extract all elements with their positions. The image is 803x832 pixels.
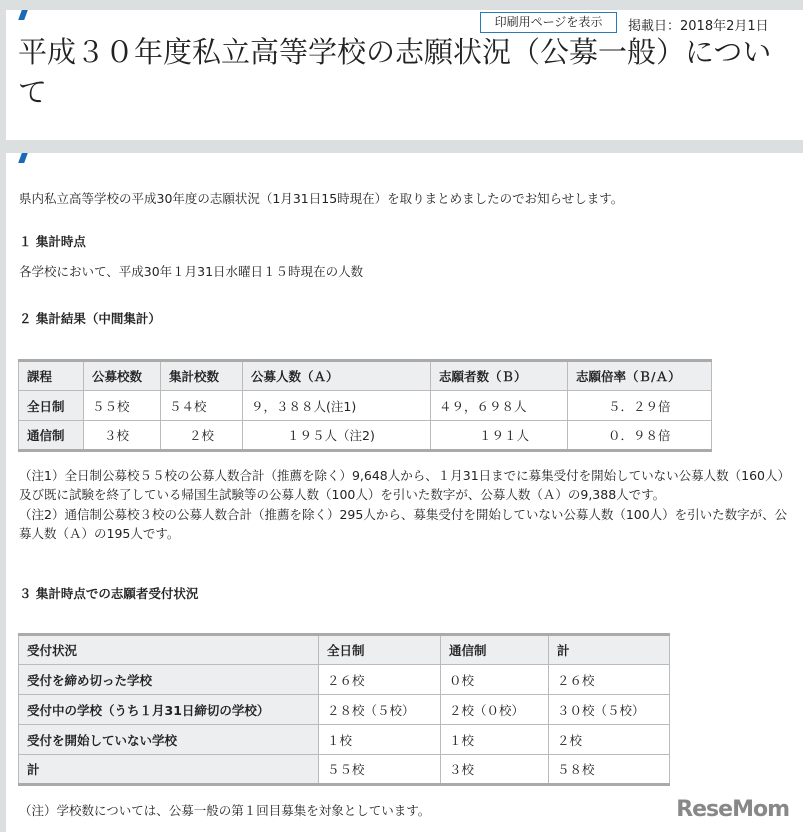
cell: １９５人（注2) (243, 421, 431, 451)
cell: ３校 (441, 755, 549, 785)
cell: ４９，６９８人 (431, 391, 568, 421)
cell: ９，３８８人(注1) (243, 391, 431, 421)
table-row (19, 665, 670, 695)
section1-heading: １ 集計時点 (19, 234, 86, 249)
col-header: 志願者数（Ｂ） (431, 361, 568, 391)
cell: ５５校 (319, 755, 441, 785)
col-header: 受付状況 (19, 635, 319, 665)
cell: ２校 (161, 421, 243, 451)
col-header: 課程 (19, 361, 84, 391)
table-row (19, 725, 670, 755)
cell: ５．２９倍 (568, 391, 712, 421)
cell: 計 (19, 755, 319, 785)
cell: ５４校 (161, 391, 243, 421)
col-header: 集計校数 (161, 361, 243, 391)
post-date: 掲載日：2018年2月1日 (628, 19, 769, 34)
cell: 受付中の学校（うち１月31日締切の学校） (19, 695, 319, 725)
note-1: （注1）全日制公募校５５校の公募人数合計（推薦を除く）9,648人から、１月31日までに募集受付を開始していない公募人数（160人）及び既に試験を終了している帰国生試験等の公募人数（100人）を引いた数字が、公募人数（Ａ）の9,388人です。 (19, 468, 791, 502)
accent-mark (18, 153, 28, 163)
col-header: 計 (549, 635, 670, 665)
note-3: （注）学校数については、公募一般の第１回目募集を対象としています。 (19, 803, 431, 818)
intro-text: 県内私立高等学校の平成30年度の志願状況（1月31日15時現在）を取りまとめましたのでお知らせします。 (19, 191, 624, 206)
cell: １校 (441, 725, 549, 755)
accent-mark (18, 10, 28, 20)
cell: ２校 (549, 725, 670, 755)
cell: 全日制 (19, 391, 84, 421)
cell: ２校（０校） (441, 695, 549, 725)
cell: ０校 (441, 665, 549, 695)
table-row (19, 421, 712, 451)
col-header: 公募人数（Ａ） (243, 361, 431, 391)
cell: １校 (319, 725, 441, 755)
cell: ２６校 (549, 665, 670, 695)
cell: 通信制 (19, 421, 84, 451)
resemom-logo: ReseMom (676, 797, 789, 822)
cell: ５８校 (549, 755, 670, 785)
section1-text: 各学校において、平成30年１月31日水曜日１５時現在の人数 (19, 264, 364, 279)
cell: ３校 (84, 421, 161, 451)
cell: 受付を開始していない学校 (19, 725, 319, 755)
table-row (19, 695, 670, 725)
table-header-row (19, 361, 712, 391)
table-row (19, 391, 712, 421)
cell: 受付を締め切った学校 (19, 665, 319, 695)
cell: １９１人 (431, 421, 568, 451)
cell: ５５校 (84, 391, 161, 421)
col-header: 全日制 (319, 635, 441, 665)
col-header: 公募校数 (84, 361, 161, 391)
cell: ３０校（５校） (549, 695, 670, 725)
cell: ０．９８倍 (568, 421, 712, 451)
note-2: （注2）通信制公募校３校の公募人数合計（推薦を除く）295人から、募集受付を開始していない公募人数（100人）を引いた数字が、公募人数（Ａ）の195人です。 (19, 507, 788, 541)
cell: ２８校（５校） (319, 695, 441, 725)
table-header-row (19, 635, 670, 665)
col-header: 志願倍率（Ｂ/Ａ） (568, 361, 712, 391)
cell: ２６校 (319, 665, 441, 695)
reception-table (18, 633, 670, 786)
content-card (6, 153, 803, 832)
table-row (19, 755, 670, 785)
section3-heading: ３ 集計時点での志願者受付状況 (19, 586, 199, 601)
page-title: 平成３０年度私立高等学校の志願状況（公募一般）について (18, 35, 772, 109)
section2-heading: ２ 集計結果（中間集計） (19, 311, 161, 326)
results-table (18, 359, 712, 452)
print-page-button[interactable]: 印刷用ページを表示 (480, 12, 617, 33)
header-card (6, 10, 803, 140)
col-header: 通信制 (441, 635, 549, 665)
